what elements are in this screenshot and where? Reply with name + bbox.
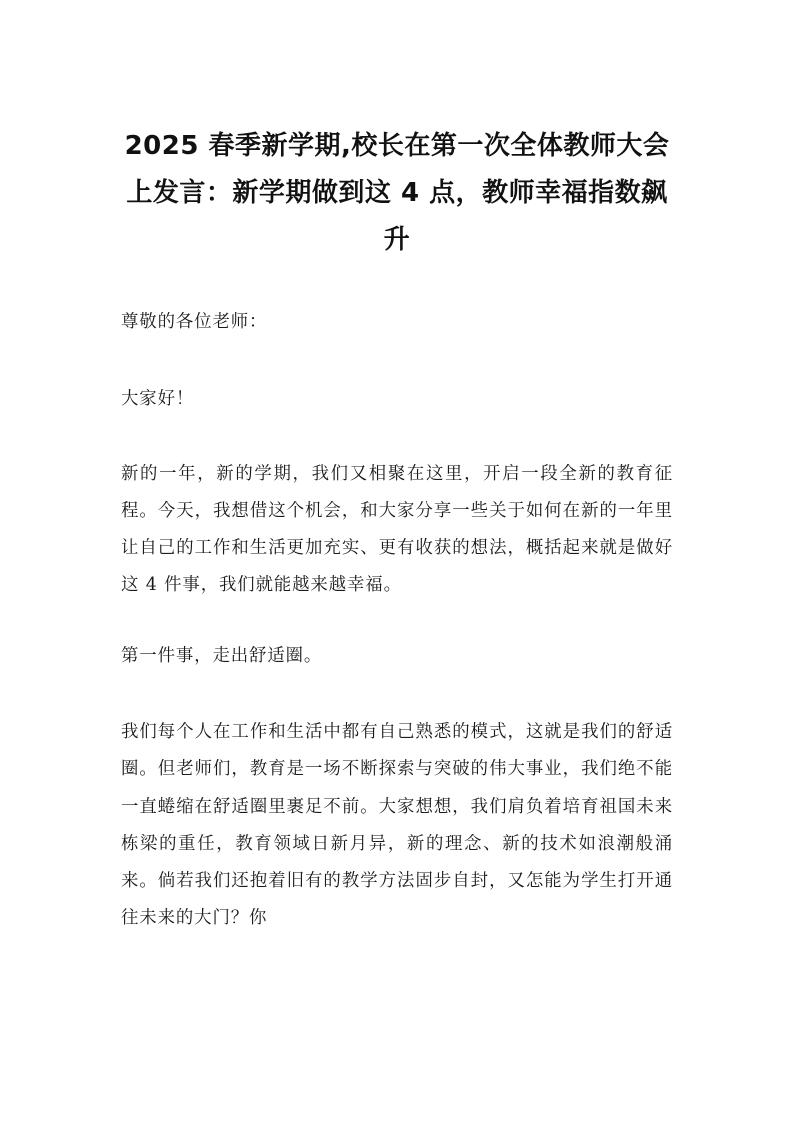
- section-body-first: 我们每个人在工作和生活中都有自己熟悉的模式，这就是我们的舒适圈。但老师们，教育是一场不断探索与突破的伟大事业，我们绝不能一直蜷缩在舒适圈里裹足不前。大家想想，我们肩负着培育祖国未来栋梁的重任，教育领域日新月异，新的理念、新的技术如浪潮般涌来。倘若我们还抱着旧有的教学方法固步自封，又怎能为学生打开通往未来的大门？你: [121, 722, 673, 929]
- document-title: 2025 春季新学期,校长在第一次全体教师大会上发言：新学期做到这 4 点，教师幸福指数飙升: [124, 131, 670, 255]
- greeting: 大家好！: [121, 389, 195, 409]
- intro-paragraph: 新的一年，新的学期，我们又相聚在这里，开启一段全新的教育征程。今天，我想借这个机会，和大家分享一些关于如何在新的一年里让自己的工作和生活更加充实、更有收获的想法，概括起来就是做好这 4 件事，我们就能越来越幸福。: [121, 464, 673, 595]
- section-heading-first: 第一件事，走出舒适圈。: [121, 646, 323, 666]
- salutation: 尊敬的各位老师：: [121, 312, 268, 332]
